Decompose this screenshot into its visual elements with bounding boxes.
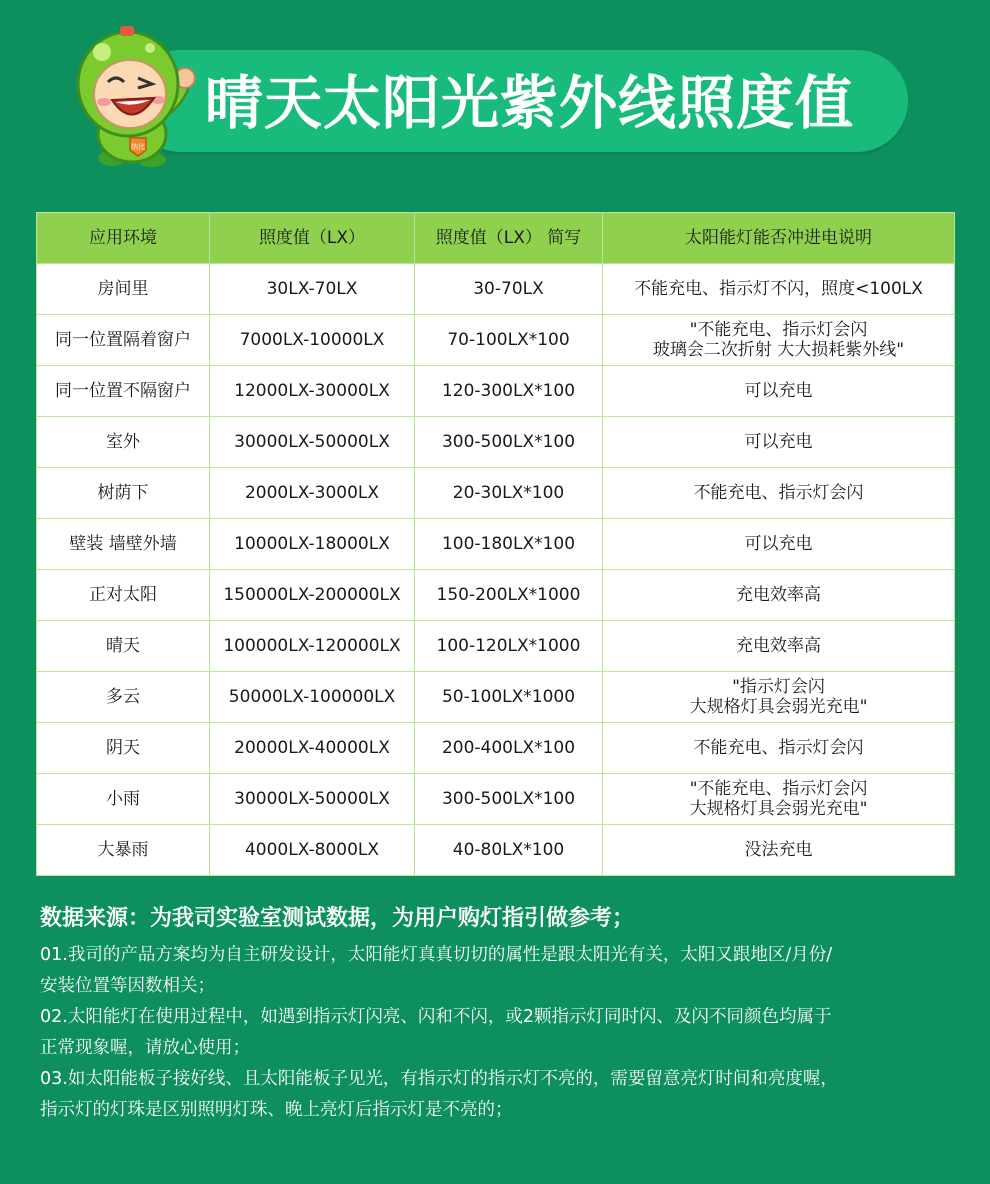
note-text-line: 可以充电 — [744, 533, 813, 554]
note-text-line: 可以充电 — [744, 380, 813, 401]
cell-lux: 20000LX-40000LX — [210, 723, 415, 774]
note-text-line: "指示灯会闪 — [732, 677, 825, 697]
table-row — [37, 570, 955, 621]
note-text-line: "不能充电、指示灯会闪 — [689, 320, 868, 340]
note-text-line: 不能充电、指示灯会闪 — [693, 482, 864, 503]
cell-lux: 10000LX-18000LX — [210, 519, 415, 570]
table-row — [37, 621, 955, 672]
cell-lux: 150000LX-200000LX — [210, 570, 415, 621]
cell-environment: 小雨 — [37, 774, 210, 825]
cell-lux-short: 200-400LX*100 — [415, 723, 603, 774]
note-line: 指示灯的灯珠是区别照明灯珠、晚上亮灯后指示灯是不亮的； — [40, 1100, 513, 1120]
header-lux: 照度值（LX） — [210, 213, 415, 264]
note-line: 01.我司的产品方案均为自主研发设计，太阳能灯真真切切的属性是跟太阳光有关，太阳又跟地区/月份/ — [40, 945, 833, 965]
cell-charging-note — [603, 570, 955, 621]
cell-environment: 阴天 — [37, 723, 210, 774]
cell-lux-short: 70-100LX*100 — [415, 315, 603, 366]
cell-charging-note — [603, 468, 955, 519]
cell-environment: 正对太阳 — [37, 570, 210, 621]
cell-lux-short: 120-300LX*100 — [415, 366, 603, 417]
notes-title: 数据来源：为我司实验室测试数据，为用户购灯指引做参考； — [40, 906, 635, 931]
cell-charging-note — [603, 825, 955, 876]
cell-lux-short: 150-200LX*1000 — [415, 570, 603, 621]
note-text-line: 没法充电 — [744, 839, 813, 860]
header-environment: 应用环境 — [37, 213, 210, 264]
cell-environment: 同一位置隔着窗户 — [37, 315, 210, 366]
cell-lux: 7000LX-10000LX — [210, 315, 415, 366]
cell-environment: 树荫下 — [37, 468, 210, 519]
cell-lux-short: 300-500LX*100 — [415, 417, 603, 468]
table-header-row — [37, 213, 955, 264]
cell-lux: 30LX-70LX — [210, 264, 415, 315]
cell-lux-short: 100-180LX*100 — [415, 519, 603, 570]
cell-environment: 晴天 — [37, 621, 210, 672]
note-text-line: 不能充电、指示灯会闪 — [693, 737, 864, 758]
cell-charging-note — [603, 264, 955, 315]
note-text-line: 充电效率高 — [736, 635, 821, 656]
note-text-line: 大规格灯具会弱光充电" — [689, 697, 868, 717]
note-text-line: 不能充电、指示灯不闪，照度<100LX — [634, 278, 923, 299]
cell-lux: 30000LX-50000LX — [210, 774, 415, 825]
header-charging-note: 太阳能灯能否冲进电说明 — [603, 213, 955, 264]
cell-lux: 50000LX-100000LX — [210, 672, 415, 723]
cell-lux: 30000LX-50000LX — [210, 417, 415, 468]
cell-lux: 100000LX-120000LX — [210, 621, 415, 672]
cell-charging-note — [603, 366, 955, 417]
table-row — [37, 315, 955, 366]
cell-charging-note — [603, 774, 955, 825]
note-text-line: 可以充电 — [744, 431, 813, 452]
table-row — [37, 468, 955, 519]
cell-lux: 2000LX-3000LX — [210, 468, 415, 519]
cell-lux: 4000LX-8000LX — [210, 825, 415, 876]
cell-environment: 同一位置不隔窗户 — [37, 366, 210, 417]
cell-lux-short: 30-70LX — [415, 264, 603, 315]
note-line: 安装位置等因数相关； — [40, 976, 215, 996]
cell-environment: 室外 — [37, 417, 210, 468]
cell-environment: 多云 — [37, 672, 210, 723]
cell-lux-short: 50-100LX*1000 — [415, 672, 603, 723]
data-source-notes — [40, 898, 950, 1126]
cell-charging-note — [603, 315, 955, 366]
cell-environment: 房间里 — [37, 264, 210, 315]
cell-lux-short: 300-500LX*100 — [415, 774, 603, 825]
cell-environment: 壁装 墙壁外墙 — [37, 519, 210, 570]
table-row — [37, 417, 955, 468]
note-text-line: 充电效率高 — [736, 584, 821, 605]
cell-charging-note — [603, 519, 955, 570]
cell-charging-note — [603, 723, 955, 774]
table-row — [37, 825, 955, 876]
green-mascot-icon — [72, 22, 200, 168]
table-row — [37, 672, 955, 723]
mascot-badge-text: 纳比 — [131, 143, 145, 151]
cell-lux-short: 100-120LX*1000 — [415, 621, 603, 672]
note-line: 03.如太阳能板子接好线、且太阳能板子见光，有指示灯的指示灯不亮的，需要留意亮灯时间和亮度喔， — [40, 1069, 838, 1089]
header-lux-short: 照度值（LX） 简写 — [415, 213, 603, 264]
table-row — [37, 519, 955, 570]
cell-charging-note — [603, 672, 955, 723]
illuminance-table — [36, 212, 954, 876]
cell-lux-short: 20-30LX*100 — [415, 468, 603, 519]
note-text-line: 玻璃会二次折射 大大损耗紫外线" — [652, 340, 905, 360]
cell-lux-short: 40-80LX*100 — [415, 825, 603, 876]
cell-environment: 大暴雨 — [37, 825, 210, 876]
table-body — [37, 264, 955, 876]
table-row — [37, 723, 955, 774]
table-row — [37, 774, 955, 825]
page-title: 晴天太阳光紫外线照度值 — [205, 69, 855, 137]
note-line: 02.太阳能灯在使用过程中，如遇到指示灯闪亮、闪和不闪，或2颗指示灯同时闪、及闪不同颜色均属于 — [40, 1007, 832, 1027]
note-line: 正常现象喔，请放心使用； — [40, 1038, 250, 1058]
cell-lux: 12000LX-30000LX — [210, 366, 415, 417]
note-text-line: "不能充电、指示灯会闪 — [689, 779, 868, 799]
table-row — [37, 264, 955, 315]
note-text-line: 大规格灯具会弱光充电" — [689, 799, 868, 819]
table-row — [37, 366, 955, 417]
cell-charging-note — [603, 621, 955, 672]
cell-charging-note — [603, 417, 955, 468]
